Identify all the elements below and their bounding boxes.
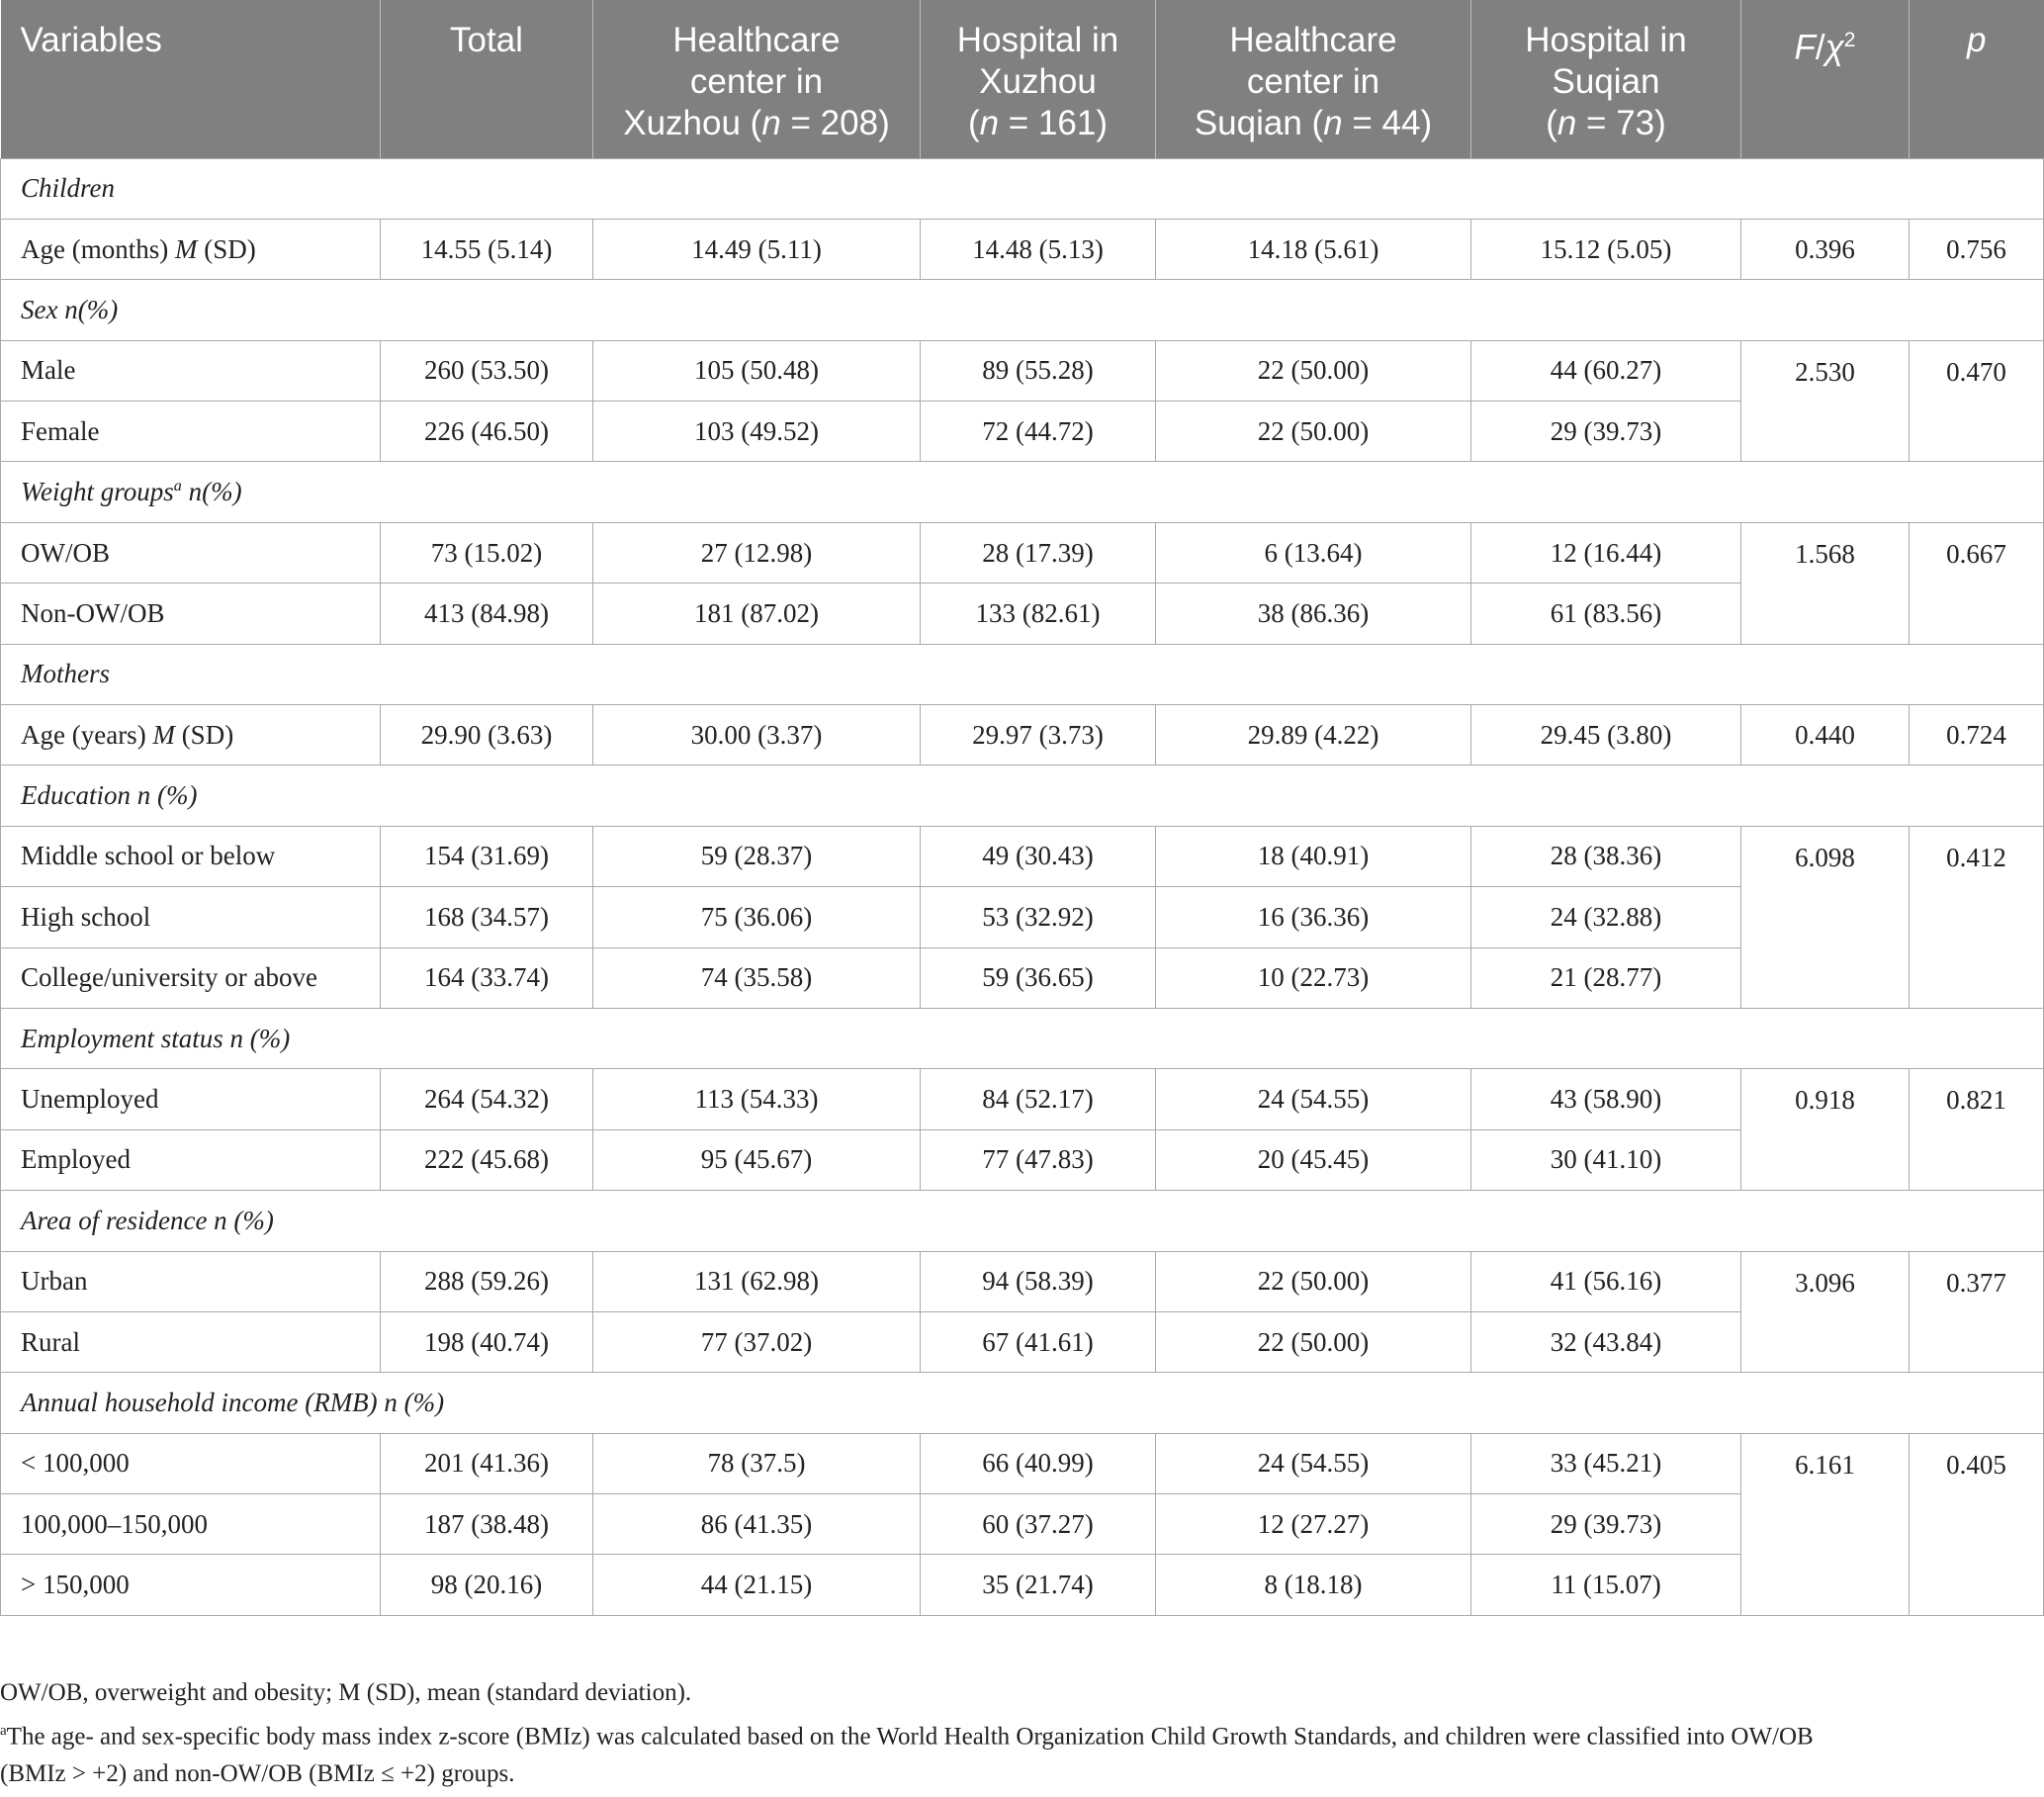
header-total: Total	[381, 0, 593, 158]
header-healthcare-suqian: Healthcare center in Suqian (n = 44)	[1156, 0, 1471, 158]
table-row: Female 226 (46.50) 103 (49.52) 72 (44.72) 22 (50.00) 29 (39.73)	[1, 402, 2044, 462]
section-row-weight: Weight groups$^a$ n(%)	[1, 462, 2044, 522]
section-row-children: Children	[1, 158, 2044, 219]
header-variables: Variables	[1, 0, 381, 158]
table-row: Rural 198 (40.74) 77 (37.02) 67 (41.61) 22 (50.00) 32 (43.84)	[1, 1311, 2044, 1372]
table-row: > 150,000 98 (20.16) 44 (21.15) 35 (21.74) 8 (18.18) 11 (15.07)	[1, 1555, 2044, 1615]
table-row: < 100,000 201 (41.36) 78 (37.5) 66 (40.99) 24 (54.55) 33 (45.21) 6.161 0.405	[1, 1433, 2044, 1493]
section-row-residence: Area of residence n (%)	[1, 1191, 2044, 1251]
table-row: College/university or above 164 (33.74) 74 (35.58) 59 (36.65) 10 (22.73) 21 (28.77)	[1, 947, 2044, 1008]
footnote-a-continued: (BMIz > +2) and non-OW/OB (BMIz ≤ +2) groups.	[0, 1760, 515, 1788]
table-row: Unemployed 264 (54.32) 113 (54.33) 84 (52.17) 24 (54.55) 43 (58.90) 0.918 0.821	[1, 1069, 2044, 1129]
table-row: 100,000–150,000 187 (38.48) 86 (41.35) 60 (37.27) 12 (27.27) 29 (39.73)	[1, 1494, 2044, 1555]
table-row: High school 168 (34.57) 75 (36.06) 53 (32.92) 16 (36.36) 24 (32.88)	[1, 887, 2044, 947]
abbreviation-note: OW/OB, overweight and obesity; M (SD), mean (standard deviation).	[0, 1679, 692, 1706]
header-hospital-suqian: Hospital in Suqian (n = 73)	[1471, 0, 1741, 158]
section-row-income: Annual household income (RMB) n (%)	[1, 1373, 2044, 1433]
table-row: Age (months) M (SD) 14.55 (5.14) 14.49 (5.11) 14.48 (5.13) 14.18 (5.61) 15.12 (5.05) 0.396 0.756	[1, 219, 2044, 279]
header-healthcare-xuzhou: Healthcare center in Xuzhou (n = 208)	[593, 0, 921, 158]
footnote-a: $^a$The age- and sex-specific body mass index z-score (BMIz) was calculated based on the World Health Organization Child Growth Standards, and children were classified into OW/OB	[0, 1723, 1814, 1751]
header-row	[1, 0, 2044, 158]
header-test-statistic: $F/\chi^2$	[1741, 0, 1910, 158]
header-hospital-xuzhou: Hospital in Xuzhou (n = 161)	[921, 0, 1156, 158]
table-row: Urban 288 (59.26) 131 (62.98) 94 (58.39) 22 (50.00) 41 (56.16) 3.096 0.377	[1, 1251, 2044, 1311]
section-row-education: Education n (%)	[1, 765, 2044, 826]
table-footnotes	[0, 1674, 2037, 1793]
table-row: Male 260 (53.50) 105 (50.48) 89 (55.28) 22 (50.00) 44 (60.27) 2.530 0.470	[1, 340, 2044, 401]
section-row-mothers: Mothers	[1, 644, 2044, 704]
section-row-sex: Sex n(%)	[1, 280, 2044, 340]
section-row-employment: Employment status n (%)	[1, 1008, 2044, 1068]
header-p: p	[1910, 0, 2044, 158]
table-row: Age (years) M (SD) 29.90 (3.63) 30.00 (3.37) 29.97 (3.73) 29.89 (4.22) 29.45 (3.80) 0.440 0.724	[1, 705, 2044, 765]
table-row: Non-OW/OB 413 (84.98) 181 (87.02) 133 (82.61) 38 (86.36) 61 (83.56)	[1, 584, 2044, 644]
table-row: OW/OB 73 (15.02) 27 (12.98) 28 (17.39) 6 (13.64) 12 (16.44) 1.568 0.667	[1, 522, 2044, 583]
table-row: Middle school or below 154 (31.69) 59 (28.37) 49 (30.43) 18 (40.91) 28 (38.36) 6.098 0.412	[1, 826, 2044, 886]
table-row: Employed 222 (45.68) 95 (45.67) 77 (47.83) 20 (45.45) 30 (41.10)	[1, 1129, 2044, 1190]
